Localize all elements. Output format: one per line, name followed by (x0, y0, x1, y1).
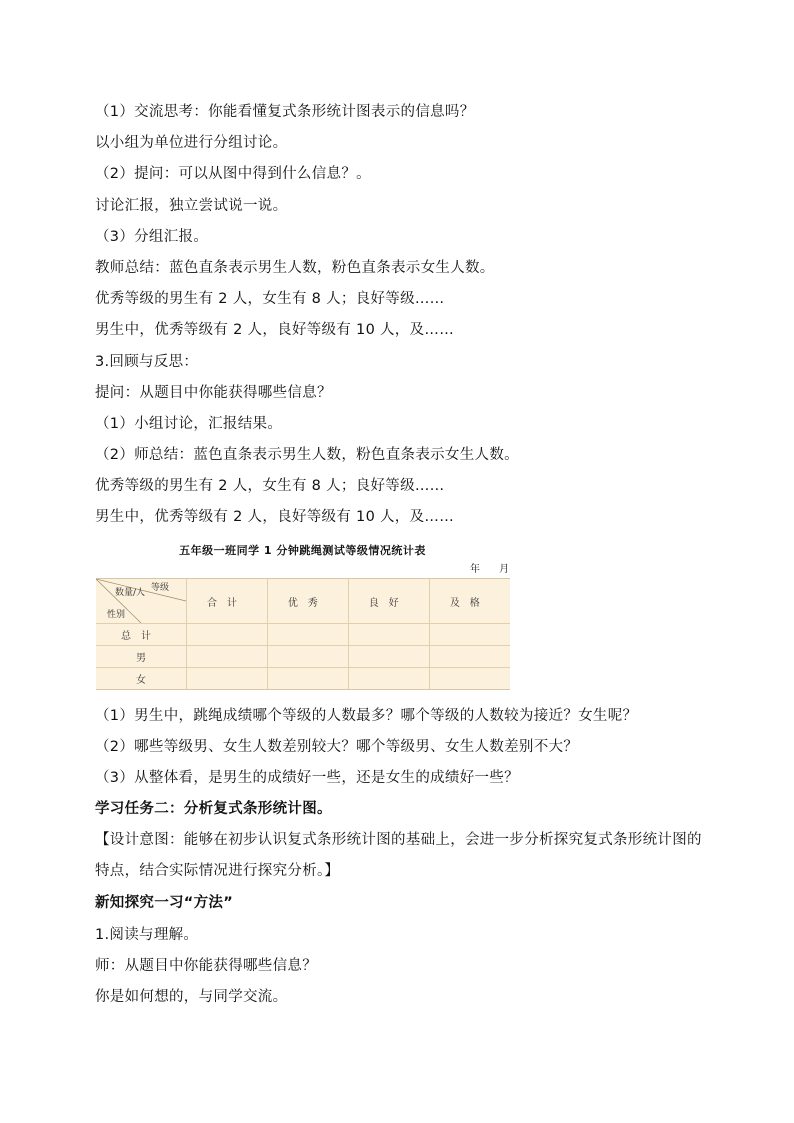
row-header: 总计 (96, 624, 187, 646)
corner-label-quantity: 数量/人 (114, 588, 146, 598)
column-header: 合计 (187, 579, 268, 624)
question-line: （1）男生中，跳绳成绩哪个等级的人数最多？哪个等级的人数较为接近？女生呢？ (95, 708, 638, 724)
column-header: 良好 (348, 579, 429, 624)
table-cell (429, 624, 510, 646)
table-cell (267, 624, 348, 646)
text-line: 教师总结：蓝色直条表示男生人数，粉色直条表示女生人数。 (95, 260, 495, 276)
table-cell (267, 668, 348, 689)
text-line: （2）师总结：蓝色直条表示男生人数，粉色直条表示女生人数。 (95, 447, 519, 463)
table-cell (348, 646, 429, 668)
text-line: 1.阅读与理解。 (95, 927, 199, 943)
text-line: 你是如何想的，与同学交流。 (95, 989, 288, 1005)
table-cell (429, 668, 510, 689)
text-line: （2）提问：可以从图中得到什么信息？。 (95, 166, 371, 182)
table-date: 年 月 (470, 564, 518, 575)
table-cell (348, 624, 429, 646)
text-line: 师：从题目中你能获得哪些信息？ (95, 958, 317, 974)
table-cell (187, 668, 268, 689)
section-heading: 学习任务二：分析复式条形统计图。 (95, 801, 332, 817)
table-corner-header (96, 579, 186, 623)
text-line: 男生中，优秀等级有 2 人，良好等级有 10 人，及…… (95, 509, 455, 525)
text-line: 优秀等级的男生有 2 人，女生有 8 人；良好等级…… (95, 291, 445, 307)
table-cell (187, 646, 268, 668)
corner-label-grade: 等级 (151, 583, 170, 593)
text-line: 男生中，优秀等级有 2 人，良好等级有 10 人，及…… (95, 322, 455, 338)
table-cell (348, 668, 429, 689)
text-line: 以小组为单位进行分组讨论。 (95, 135, 288, 151)
text-line: 讨论汇报，独立尝试说一说。 (95, 198, 288, 214)
text-line: 优秀等级的男生有 2 人，女生有 8 人；良好等级…… (95, 478, 445, 494)
statistics-table (96, 578, 510, 690)
table-cell (429, 646, 510, 668)
design-intent-paragraph: 【设计意图：能够在初步认识复式条形统计图的基础上，会进一步分析探究复式条形统计图的特点，结合实际情况进行探究分析。】 (95, 832, 702, 879)
text-line: （1）交流思考：你能看懂复式条形统计图表示的信息吗？ (95, 104, 475, 120)
text-line: 提问：从题目中你能获得哪些信息？ (95, 385, 332, 401)
corner-label-gender: 性别 (106, 610, 125, 620)
table-cell (267, 646, 348, 668)
row-header: 女 (96, 668, 187, 689)
question-line: （2）哪些等级男、女生人数差别较大？哪个等级男、女生人数差别不大？ (95, 739, 579, 755)
text-line: （3）分组汇报。 (95, 229, 209, 245)
column-header: 及格 (429, 579, 510, 624)
row-header: 男 (96, 646, 187, 668)
text-line: （1）小组讨论，汇报结果。 (95, 416, 283, 432)
column-header: 优秀 (267, 579, 348, 624)
table-cell (187, 624, 268, 646)
table-title: 五年级一班同学 1 分钟跳绳测试等级情况统计表 (179, 544, 426, 557)
text-line: 3.回顾与反思： (95, 354, 199, 370)
section-heading: 新知探究一习“方法” (95, 895, 234, 911)
question-line: （3）从整体看，是男生的成绩好一些，还是女生的成绩好一些？ (95, 770, 519, 786)
